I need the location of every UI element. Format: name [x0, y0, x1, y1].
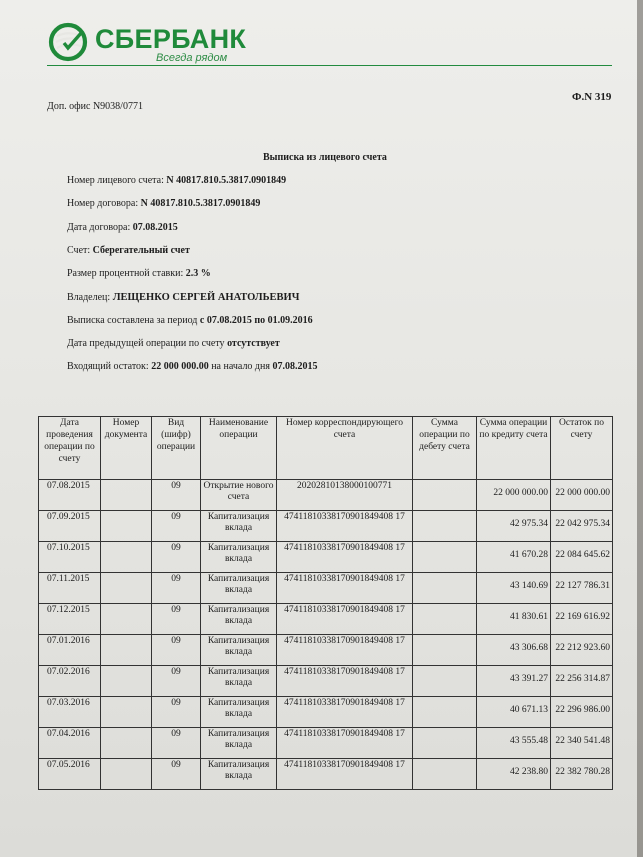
cell-doc-number: [101, 511, 152, 542]
cell-balance: 22 042 975.34: [551, 511, 613, 542]
contract-date-line: [67, 222, 178, 233]
period-value: с 07.08.2015 по 01.09.2016: [199, 315, 313, 326]
cell-balance: 22 256 314.87: [551, 666, 613, 697]
cell-debit: [413, 480, 477, 511]
cell-date: 07.09.2015: [39, 511, 101, 542]
cell-operation-code: 09: [152, 573, 201, 604]
cell-balance: 22 169 616.92: [551, 604, 613, 635]
cell-credit: 43 555.48: [477, 728, 551, 759]
cell-operation-name: Капитализация вклада: [201, 759, 277, 790]
cell-operation-name: Капитализация вклада: [201, 604, 277, 635]
account-number-line: [67, 175, 286, 186]
header-date: Дата проведения операции по счету: [39, 417, 101, 480]
cell-operation-code: 09: [152, 728, 201, 759]
account-number-label: Номер лицевого счета:: [67, 175, 164, 186]
cell-corr-account: 47411810338170901849408 17: [277, 635, 413, 666]
table-row: [39, 697, 613, 728]
cell-balance: 22 000 000.00: [551, 480, 613, 511]
cell-operation-code: 09: [152, 604, 201, 635]
cell-operation-name: Открытие нового счета: [201, 480, 277, 511]
interest-rate-value: 2.3 %: [185, 268, 211, 279]
page-edge-shadow: [637, 0, 643, 857]
opening-balance-date: 07.08.2015: [272, 361, 318, 372]
table-row: [39, 511, 613, 542]
cell-date: 07.03.2016: [39, 697, 101, 728]
header-rule: [47, 65, 612, 66]
account-type-value: Сберегательный счет: [92, 245, 190, 256]
cell-date: 07.12.2015: [39, 604, 101, 635]
cell-debit: [413, 511, 477, 542]
cell-operation-name: Капитализация вклада: [201, 728, 277, 759]
interest-rate-line: [67, 268, 211, 279]
header-balance: Остаток по счету: [551, 417, 613, 480]
cell-operation-code: 09: [152, 480, 201, 511]
form-number: Ф.N 319: [572, 91, 612, 103]
cell-corr-account: 47411810338170901849408 17: [277, 728, 413, 759]
cell-debit: [413, 666, 477, 697]
cell-operation-name: Капитализация вклада: [201, 635, 277, 666]
opening-balance-value: 22 000 000.00: [151, 361, 209, 372]
opening-balance-line: [67, 361, 317, 372]
cell-corr-account: 20202810138000100771: [277, 480, 413, 511]
interest-rate-label: Размер процентной ставки:: [67, 268, 184, 279]
cell-debit: [413, 728, 477, 759]
cell-date: 07.08.2015: [39, 480, 101, 511]
contract-date-value: 07.08.2015: [132, 222, 178, 233]
cell-operation-code: 09: [152, 759, 201, 790]
header-operation-name: Наименование операции: [201, 417, 277, 480]
opening-balance-mid: на начало дня: [211, 361, 270, 372]
header-doc-number: Номер документа: [101, 417, 152, 480]
cell-credit: 41 670.28: [477, 542, 551, 573]
cell-doc-number: [101, 573, 152, 604]
header-operation-code: Вид (шифр) операции: [152, 417, 201, 480]
contract-number-value: N 40817.810.5.3817.0901849: [140, 198, 261, 209]
period-label: Выписка составлена за период: [67, 315, 198, 326]
statement-table: [38, 416, 613, 790]
table-row: [39, 542, 613, 573]
cell-operation-name: Капитализация вклада: [201, 573, 277, 604]
cell-doc-number: [101, 604, 152, 635]
table-row: [39, 480, 613, 511]
cell-corr-account: 47411810338170901849408 17: [277, 759, 413, 790]
previous-operation-label: Дата предыдущей операции по счету: [67, 338, 225, 349]
cell-debit: [413, 604, 477, 635]
cell-debit: [413, 573, 477, 604]
cell-corr-account: 47411810338170901849408 17: [277, 604, 413, 635]
table-header-row: [39, 417, 613, 480]
cell-corr-account: 47411810338170901849408 17: [277, 666, 413, 697]
owner-label: Владелец:: [67, 292, 111, 303]
cell-corr-account: 47411810338170901849408 17: [277, 511, 413, 542]
cell-date: 07.01.2016: [39, 635, 101, 666]
table-row: [39, 604, 613, 635]
table-row: [39, 759, 613, 790]
cell-balance: 22 382 780.28: [551, 759, 613, 790]
cell-debit: [413, 542, 477, 573]
bank-name: СБЕРБАНК: [95, 24, 247, 54]
period-line: [67, 315, 313, 326]
sberbank-logo-icon: [48, 22, 88, 62]
cell-date: 07.11.2015: [39, 573, 101, 604]
previous-operation-line: [67, 338, 280, 349]
cell-doc-number: [101, 759, 152, 790]
document-title: Выписка из лицевого счета: [263, 152, 387, 163]
cell-corr-account: 47411810338170901849408 17: [277, 697, 413, 728]
opening-balance-label: Входящий остаток:: [67, 361, 149, 372]
account-number-value: N 40817.810.5.3817.0901849: [166, 175, 287, 186]
cell-balance: 22 084 645.62: [551, 542, 613, 573]
owner-line: [67, 292, 299, 303]
cell-corr-account: 47411810338170901849408 17: [277, 542, 413, 573]
cell-operation-code: 09: [152, 635, 201, 666]
table-row: [39, 728, 613, 759]
header-credit: Сумма операции по кредиту счета: [477, 417, 551, 480]
bank-slogan: Всегда рядом: [156, 52, 228, 64]
cell-corr-account: 47411810338170901849408 17: [277, 573, 413, 604]
cell-operation-code: 09: [152, 697, 201, 728]
cell-debit: [413, 697, 477, 728]
cell-operation-name: Капитализация вклада: [201, 511, 277, 542]
cell-credit: 42 975.34: [477, 511, 551, 542]
account-type-label: Счет:: [67, 245, 91, 256]
cell-credit: 43 140.69: [477, 573, 551, 604]
header-debit: Сумма операции по дебету счета: [413, 417, 477, 480]
cell-operation-code: 09: [152, 542, 201, 573]
cell-credit: 42 238.80: [477, 759, 551, 790]
previous-operation-value: отсутствует: [227, 338, 280, 349]
cell-operation-name: Капитализация вклада: [201, 697, 277, 728]
cell-doc-number: [101, 728, 152, 759]
table-row: [39, 635, 613, 666]
cell-date: 07.02.2016: [39, 666, 101, 697]
contract-number-label: Номер договора:: [67, 198, 139, 209]
cell-date: 07.05.2016: [39, 759, 101, 790]
account-type-line: [67, 245, 190, 256]
cell-doc-number: [101, 480, 152, 511]
office-label: Доп. офис N9038/0771: [47, 101, 143, 112]
cell-credit: 41 830.61: [477, 604, 551, 635]
owner-value: ЛЕЩЕНКО СЕРГЕЙ АНАТОЛЬЕВИЧ: [112, 292, 300, 303]
cell-operation-name: Капитализация вклада: [201, 666, 277, 697]
table-row: [39, 666, 613, 697]
cell-debit: [413, 635, 477, 666]
contract-number-line: [67, 198, 260, 209]
header-corr-account: Номер корреспондирующего счета: [277, 417, 413, 480]
cell-doc-number: [101, 542, 152, 573]
cell-operation-code: 09: [152, 666, 201, 697]
cell-balance: 22 127 786.31: [551, 573, 613, 604]
cell-balance: 22 296 986.00: [551, 697, 613, 728]
cell-doc-number: [101, 697, 152, 728]
cell-date: 07.04.2016: [39, 728, 101, 759]
contract-date-label: Дата договора:: [67, 222, 131, 233]
cell-doc-number: [101, 635, 152, 666]
cell-date: 07.10.2015: [39, 542, 101, 573]
cell-doc-number: [101, 666, 152, 697]
sberbank-logo: [48, 22, 247, 70]
cell-debit: [413, 759, 477, 790]
cell-balance: 22 212 923.60: [551, 635, 613, 666]
cell-credit: 43 391.27: [477, 666, 551, 697]
cell-credit: 43 306.68: [477, 635, 551, 666]
cell-balance: 22 340 541.48: [551, 728, 613, 759]
cell-credit: 40 671.13: [477, 697, 551, 728]
table-row: [39, 573, 613, 604]
cell-operation-name: Капитализация вклада: [201, 542, 277, 573]
cell-operation-code: 09: [152, 511, 201, 542]
cell-credit: 22 000 000.00: [477, 480, 551, 511]
